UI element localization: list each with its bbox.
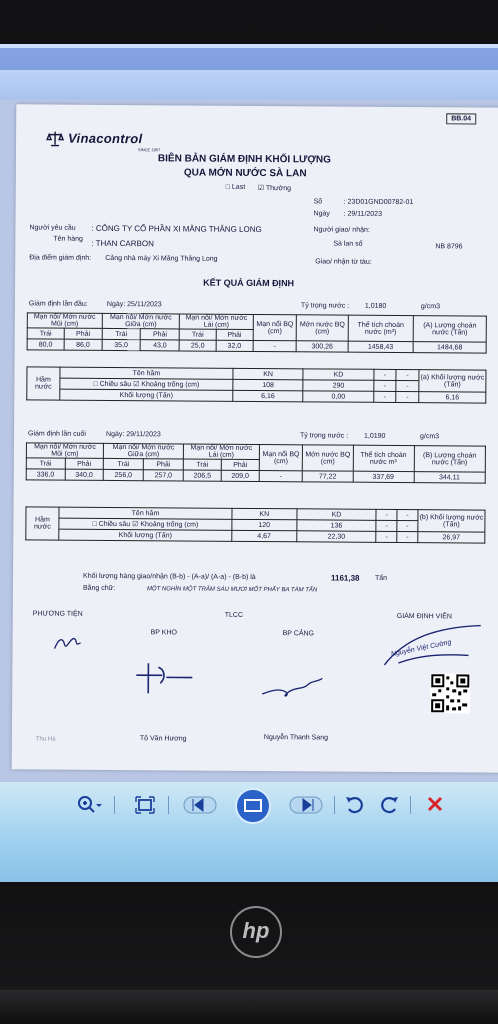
table-cell: 256,0 — [103, 469, 143, 480]
slideshow-button[interactable] — [230, 788, 276, 824]
report-date: : 29/11/2023 — [343, 210, 382, 218]
rotate-cw-icon — [378, 794, 400, 816]
table-cell: - — [397, 520, 418, 531]
scales-logo-icon — [46, 131, 64, 147]
header-stern: Mạn nổi/ Mớn nước Lái (cm) — [180, 314, 254, 330]
table-cell: 86,0 — [64, 339, 102, 350]
toolbar-separator — [168, 796, 169, 814]
side-label: Trái — [180, 329, 216, 340]
table-cell: 77,22 — [303, 471, 353, 482]
table-cell: - — [396, 369, 419, 380]
table-cell: - — [376, 531, 397, 542]
receiver-label: Giao/ nhận từ tàu: — [315, 258, 372, 266]
table-cell: 136 — [296, 520, 376, 532]
table-cell: - — [397, 509, 418, 520]
zoom-icon — [76, 794, 102, 816]
last-density-unit: g/cm3 — [419, 433, 440, 441]
words-value: MỘT NGHÌN MỘT TRĂM SÁU MƯƠI MỐT PHẨY BA TÁM TẤN — [146, 586, 318, 594]
toolbar-separator — [114, 796, 115, 814]
toolbar-separator — [334, 796, 335, 814]
report-number-label: Số — [313, 198, 323, 206]
water-weight-value: 6,16 — [419, 392, 486, 403]
header-bow: Mạn nổi/ Mớn nước Mũi (cm) — [26, 443, 103, 459]
side-label: Trái — [102, 328, 140, 339]
rotate-clockwise-button[interactable] — [376, 794, 402, 820]
header-mid: Mạn nổi/ Mớn nước Giữa (cm) — [103, 443, 183, 459]
table-cell: 337,69 — [353, 471, 414, 482]
table-cell: 80,0 — [27, 339, 64, 350]
first-density-label: Tỷ trọng nước : — [300, 302, 350, 310]
sig-tlcc-label: TLCC — [224, 611, 244, 619]
header-draft-avg: Mớn nước BQ (cm) — [303, 445, 353, 471]
table-cell: 25,0 — [179, 340, 215, 351]
site-label: Địa điểm giám định: — [29, 254, 92, 262]
delete-icon — [425, 794, 445, 814]
table-cell: 32,0 — [216, 340, 253, 351]
table-cell: - — [376, 520, 397, 531]
last-draft-table — [26, 442, 486, 483]
deliverer-label: Người giao/ nhận: — [313, 226, 370, 234]
photo-viewer-toolbar — [0, 782, 498, 882]
next-button[interactable] — [286, 794, 326, 820]
side-label: Phải — [64, 328, 102, 339]
option-normal: ☑ Thường — [257, 184, 292, 193]
sig-bpkho-label: BP KHO — [150, 629, 177, 637]
viewer-title-bar — [0, 48, 498, 70]
side-label: Phải — [221, 459, 259, 470]
signature-bp-kho — [132, 657, 196, 697]
table-cell: 209,0 — [221, 470, 259, 481]
actual-size-button[interactable] — [130, 794, 160, 820]
water-weight-label: (a) Khối lượng nước (Tấn) — [419, 370, 486, 392]
inspector-signature-text: Nguyễn Việt Cường — [390, 639, 453, 659]
goods-label: Tên hàng — [53, 235, 84, 243]
table-cell: 4,67 — [232, 530, 297, 541]
next-icon — [289, 794, 323, 816]
previous-icon — [183, 794, 217, 816]
table-cell: 206,5 — [183, 470, 221, 481]
table-cell: - — [374, 391, 397, 402]
hp-logo: hp — [230, 906, 282, 958]
sig-inspector-label: GIÁM ĐỊNH VIÊN — [396, 612, 453, 621]
header-bow: Mạn nổi/ Mớn nước Mũi (cm) — [27, 313, 102, 329]
table-cell: - — [376, 509, 397, 520]
tank-measure-option: □ Chiều sâu ☑ Khoảng trống (cm) — [60, 378, 233, 390]
side-label: Phải — [216, 329, 253, 340]
table-cell: 43,0 — [140, 340, 179, 351]
last-tank-table — [25, 506, 485, 543]
table-cell: - — [374, 369, 397, 380]
laptop-hinge — [0, 990, 498, 1024]
header-stern: Mạn nổi/ Mớn nước Lái (cm) — [183, 444, 259, 460]
viewer-title-area — [0, 44, 498, 100]
tank-title: Tên hầm — [59, 507, 232, 519]
tank-row-label: Hầm nước — [26, 507, 59, 540]
total-unit: Tấn — [375, 574, 388, 582]
header-draft-avg: Mớn nước BQ (cm) — [297, 315, 349, 341]
table-cell: 108 — [233, 379, 303, 390]
first-density-value: 1,0180 — [364, 302, 387, 310]
toolbar-separator — [410, 796, 411, 814]
side-label: Phải — [143, 459, 183, 470]
words-label: Bằng chữ: — [82, 584, 116, 593]
fit-icon — [134, 794, 156, 816]
first-inspection-date: Ngày: 25/11/2023 — [106, 300, 162, 309]
table-cell: 340,0 — [65, 469, 104, 480]
table-cell: 336,0 — [26, 469, 65, 480]
table-cell: - — [396, 391, 419, 402]
table-cell: 120 — [232, 519, 297, 530]
table-cell: 35,0 — [102, 339, 140, 350]
table-cell: - — [259, 471, 303, 482]
table-cell: 1484,68 — [413, 342, 486, 354]
table-cell: 22,30 — [296, 531, 376, 543]
first-draft-table — [27, 312, 487, 353]
site-value: Cảng nhà máy Xi Măng Thăng Long — [105, 254, 218, 263]
doc-title-1: BIÊN BẢN GIÁM ĐỊNH KHỐI LƯỢNG — [157, 153, 331, 166]
barge-label: Sà lan số — [333, 240, 363, 248]
table-cell: 300,26 — [296, 341, 347, 352]
previous-button[interactable] — [180, 794, 220, 820]
tank-kd-header: KD — [297, 509, 377, 521]
table-cell: - — [374, 380, 397, 391]
delete-button[interactable] — [422, 794, 448, 820]
header-displacement: (A) Lượng choán nước (Tấn) — [413, 316, 486, 343]
screen — [0, 44, 498, 882]
rotate-ccw-icon — [344, 794, 366, 816]
requester-value: : CÔNG TY CỔ PHẦN XI MĂNG THĂNG LONG — [91, 223, 262, 235]
table-cell: - — [396, 380, 419, 391]
table-cell: 290 — [303, 380, 373, 391]
last-density-value: 1,0190 — [363, 432, 386, 440]
side-label: Trái — [183, 459, 221, 470]
requester-label: Người yêu cầu — [29, 224, 76, 232]
header-displacement: (B) Lượng choán nước (Tấn) — [414, 446, 486, 472]
table-cell: - — [397, 531, 418, 542]
zoom-button[interactable] — [72, 794, 106, 820]
header-volume: Thể tích choán nước (m³) — [348, 315, 414, 341]
qr-code-icon — [430, 673, 470, 713]
header-freeboard-avg: Mạn nổi BQ (cm) — [253, 314, 297, 340]
company-since: SINCE 1957 — [137, 147, 161, 153]
last-inspection-date: Ngày: 29/11/2023 — [106, 430, 161, 439]
tank-kn-header: KN — [233, 368, 303, 379]
header-mid: Mạn nổi/ Mớn nước Giữa (cm) — [102, 313, 180, 329]
name-nguyen-thanh-sang: Nguyễn Thanh Sang — [263, 734, 329, 742]
tank-weight-label: Khối lượng (Tấn) — [60, 389, 233, 401]
first-density-unit: g/cm3 — [420, 303, 441, 311]
goods-value: : THAN CARBON — [91, 238, 154, 249]
total-value: 1161,38 — [330, 573, 360, 583]
report-date-label: Ngày — [313, 210, 330, 218]
total-label: Khối lượng hàng giao/nhận (B-b) - (A-a)/ (A-a) - (B-b) là — [83, 572, 256, 581]
slideshow-icon — [230, 788, 276, 824]
water-weight-value: 26,97 — [418, 532, 485, 543]
tank-kn-header: KN — [232, 508, 297, 519]
option-last: □ Last — [225, 183, 246, 191]
table-cell: 257,0 — [143, 470, 183, 481]
tank-row-label: Hầm nước — [27, 367, 60, 400]
sig-bpcang-label: BP CẢNG — [282, 630, 315, 638]
tank-kd-header: KD — [303, 369, 373, 380]
document-photo — [12, 104, 498, 772]
doc-title-2: QUA MỚN NƯỚC SÀ LAN — [183, 167, 307, 180]
tank-measure-option: □ Chiều sâu ☑ Khoảng trống (cm) — [59, 518, 232, 530]
side-label: Phải — [140, 329, 179, 340]
table-cell: 6,16 — [233, 390, 303, 401]
table-cell: - — [253, 340, 297, 351]
first-inspection-label: Giám định lần đầu: — [28, 300, 88, 308]
tank-weight-label: Khối lượng (Tấn) — [59, 529, 232, 541]
tank-title: Tên hầm — [60, 367, 233, 379]
first-tank-table — [26, 366, 486, 403]
name-to-van-huong: Tô Văn Hương — [139, 735, 187, 743]
side-label: Trái — [103, 458, 143, 469]
report-number: : 23D01GND00782-01 — [343, 198, 414, 207]
side-label: Phải — [65, 458, 104, 469]
water-weight-label: (b) Khối lượng nước (Tấn) — [418, 510, 485, 532]
side-label: Trái — [27, 328, 64, 339]
name-thu-ha: Thu Hà — [35, 736, 56, 743]
header-volume: Thể tích choán nước m³ — [353, 445, 414, 471]
signature-bp-cang — [258, 670, 328, 704]
company-logo: Vinacontrol — [68, 130, 143, 147]
sig-vessel-label: PHƯƠNG TIỆN — [32, 610, 83, 618]
side-label: Trái — [26, 458, 65, 469]
barge-number: NB 8796 — [435, 243, 463, 251]
rotate-counterclockwise-button[interactable] — [342, 794, 368, 820]
last-density-label: Tỷ trọng nước : — [299, 432, 349, 440]
signature-vessel — [50, 631, 90, 655]
table-cell: 344,11 — [414, 472, 486, 483]
form-code-stamp: BB.04 — [446, 113, 476, 124]
table-cell: 0,00 — [303, 391, 373, 402]
header-freeboard-avg: Mạn nổi BQ (cm) — [259, 445, 303, 471]
result-title: KẾT QUẢ GIÁM ĐỊNH — [203, 277, 295, 289]
table-cell: 1458,43 — [348, 341, 413, 352]
last-inspection-label: Giám định lần cuối — [28, 430, 87, 438]
